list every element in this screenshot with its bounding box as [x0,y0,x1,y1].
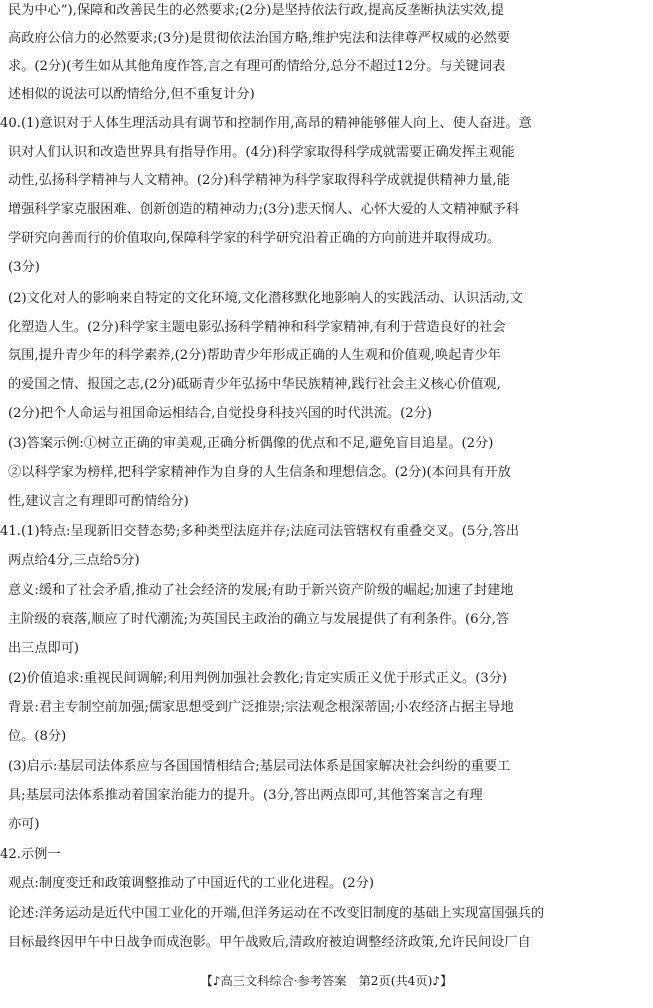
text-line: 氛围,提升青少年的科学素养,(2分)帮助青少年形成正确的人生观和价值观,唤起青少年 [8,348,501,363]
text-line: (2)价值追求:重视民间调解;利用判例加强社会教化;肯定实质正义优于形式正义。(3分) [8,671,508,686]
text-line: 具;基层司法体系推动着国家治能力的提升。(3分,答出两点即可,其他答案言之有理 [8,788,483,803]
text-line: 主阶级的衰落,顺应了时代潮流;为英国民主政治的确立与发展提供了有利条件。(6分,答 [8,612,510,627]
text-line: 论述:洋务运动是近代中国工业化的开端,但洋务运动在不改变旧制度的基础上实现富国强兵的 [8,906,545,921]
text-line: 位。(8分) [8,729,67,744]
text-line: 述相似的说法可以酌情给分,但不重复计分) [8,87,255,102]
text-line: 42.示例一 [0,847,61,862]
text-line: (2分)把个人命运与祖国命运相结合,自觉投身科技兴国的时代洪流。(2分) [8,406,432,421]
text-line: (2)文化对人的影响来自特定的文化环境,文化潜移默化地影响人的实践活动、认识活动,文 [8,291,523,306]
text-line: 40.(1)意识对于人体生理活动具有调节和控制作用,高昂的精神能够催人向上、使人奋进。意 [0,116,532,131]
text-line: 目标最终因甲午中日战争而成泡影。甲午战败后,清政府被迫调整经济政策,允许民间设厂自 [8,935,531,950]
text-line: 意义:缓和了社会矛盾,推动了社会经济的发展;有助于新兴资产阶级的崛起;加速了封建地 [8,583,514,598]
text-line: 观点:制度变迁和政策调整推动了中国近代的工业化进程。(2分) [8,876,374,891]
text-line: 出三点即可) [8,641,80,656]
text-line: 高政府公信力的必然要求;(3分)是贯彻依法治国方略,维护宪法和法律尊严权威的必然要 [8,31,511,46]
text-line: ②以科学家为榜样,把科学家精神作为自身的人生信条和理想信念。(2分)(本问具有开放 [8,465,511,480]
text-line: (3分) [8,260,40,275]
page-footer: 【♪高三文科综合·参考答案 第2页(共4页)♪】 [200,974,453,988]
text-line: 识对人们认识和改造世界具有指导作用。(4分)科学家取得科学成就需要正确发挥主观能 [8,145,515,160]
text-line: 化塑造人生。(2分)科学家主题电影弘扬科学精神和科学家精神,有利于营造良好的社会 [8,320,506,335]
text-line: 学研究向善而行的价值取向,保障科学家的科学研究沿着正确的方向前进并取得成功。 [8,231,501,246]
text-line: 的爱国之情、报国之志,(2分)砥砺青少年弘扬中华民族精神,践行社会主义核心价值观, [8,377,501,392]
text-line: 两点给4分,三点给5分) [8,553,140,568]
text-line: 增强科学家克服困难、创新创造的精神动力;(3分)悲天悯人、心怀大爱的人文精神赋予科 [8,202,520,217]
text-line: 动性,弘扬科学精神与人文精神。(2分)科学精神为科学家取得科学成就提供精神力量,能 [8,173,510,188]
text-line: 41.(1)特点:呈现新旧交替态势;多种类型法庭并存;法庭司法管辖权有重叠交叉。(5分,答出 [0,524,520,539]
text-line: (3)答案示例:①树立正确的审美观,正确分析偶像的优点和不足,避免盲目追星。(2分) [8,436,494,451]
text-line: (3)启示:基层司法体系应与各国国情相结合;基层司法体系是国家解决社会纠纷的重要工 [8,759,511,774]
text-line: 求。(2分)(考生如从其他角度作答,言之有理可酌情给分,总分不超过12分。与关键词表 [8,59,506,74]
text-line: 性,建议言之有理即可酌情给分) [8,494,189,509]
text-line: 亦可) [8,817,40,832]
text-line: 背景:君主专制空前加强;儒家思想受到广泛推崇;宗法观念根深蒂固;小农经济占据主导地 [8,700,514,715]
text-line: 民为中心”),保障和改善民生的必然要求;(2分)是坚持依法行政,提高反垄断执法实效,提 [8,3,504,18]
